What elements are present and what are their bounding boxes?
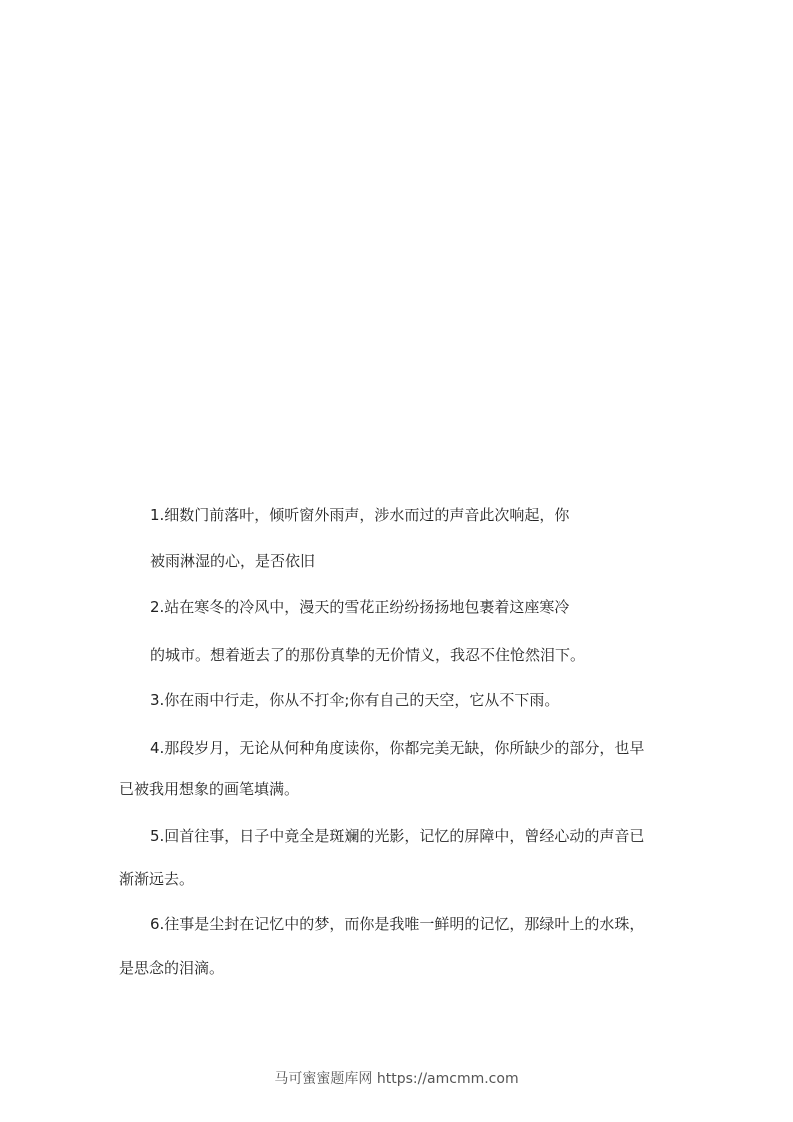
text-line: 3.你在雨中行走，你从不打伞;你有自己的天空，它从不下雨。 [150,691,560,709]
text-line: 渐渐远去。 [119,870,195,888]
text-line: 4.那段岁月，无论从何种角度读你，你都完美无缺，你所缺少的部分，也早 [150,739,645,757]
text-line: 的城市。想着逝去了的那份真挚的无价情义，我忍不住怆然泪下。 [150,646,586,664]
text-line: 1.细数门前落叶，倾听窗外雨声，涉水而过的声音此次响起，你 [150,506,570,524]
text-line: 是思念的泪滴。 [119,959,225,977]
text-line: 6.往事是尘封在记忆中的梦，而你是我唯一鲜明的记忆，那绿叶上的水珠， [150,915,645,933]
footer-watermark: 马可蜜蜜题库网 https://amcmm.com [274,1071,519,1087]
text-line: 2.站在寒冬的冷风中，漫天的雪花正纷纷扬扬地包裹着这座寒冷 [150,598,570,616]
text-line: 已被我用想象的画笔填满。 [119,780,300,798]
text-line: 5.回首往事，日子中竟全是斑斓的光影，记忆的屏障中，曾经心动的声音已 [150,827,645,845]
text-line: 被雨淋湿的心，是否依旧 [150,552,316,570]
